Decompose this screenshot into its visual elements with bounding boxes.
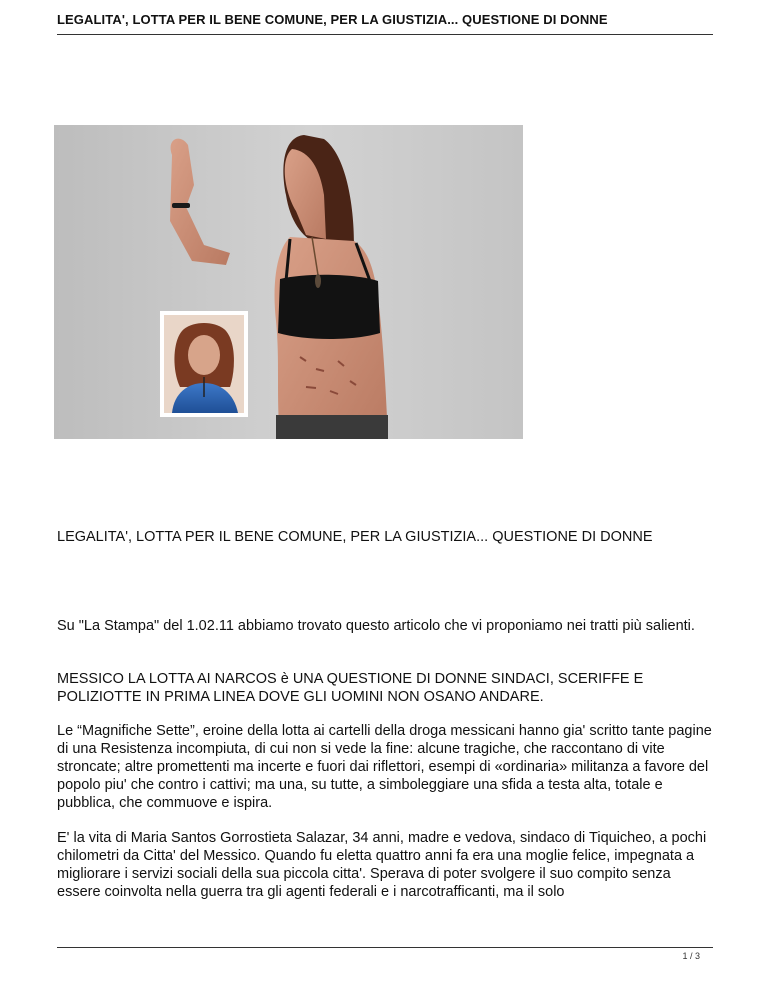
article-paragraph: E' la vita di Maria Santos Gorrostieta Salazar, 34 anni, madre e vedova, sindaco di Tiquicheo, a pochi chilometri da Citta' del Messico. Quando fu eletta quattro anni fa era una moglie felice, impegnata a migliorare i servizi sociali della sua piccola citta'. Sperava di poter svolgere il suo compito senza essere coinvolta nella guerra tra gli agenti federali e i narcotrafficanti, ma il solo bbox=[57, 830, 707, 900]
footer-divider bbox=[57, 947, 713, 948]
article-paragraph: MESSICO LA LOTTA AI NARCOS è UNA QUESTIONE DI DONNE SINDACI, SCERIFFE E POLIZIOTTE IN PRIMA LINEA DOVE GLI UOMINI NON OSANO ANDARE. bbox=[57, 671, 644, 705]
running-header-title: LEGALITA', LOTTA PER IL BENE COMUNE, PER LA GIUSTIZIA... QUESTIONE DI DONNE bbox=[57, 12, 608, 27]
article-title: LEGALITA', LOTTA PER IL BENE COMUNE, PER LA GIUSTIZIA... QUESTIONE DI DONNE bbox=[57, 529, 653, 545]
article-paragraph: Su "La Stampa" del 1.02.11 abbiamo trovato questo articolo che vi proponiamo nei tratti più salienti. bbox=[57, 618, 695, 634]
article-paragraph: Le “Magnifiche Sette”, eroine della lotta ai cartelli della droga messicani hanno gia' scritto tante pagine di una Resistenza incompiuta, di cui non si vede la fine: alcune tragiche, che raccontano di vite stroncate; altre promettenti ma incerte e fuori dai riflettori, esempi di «ordinaria» militanza a favore del popolo piu' che contro i cattivi; ma una, su tutte, a simboleggiare una sfida a testa alta, totale e pubblica, che commuove e ispira. bbox=[57, 723, 712, 811]
article-photo bbox=[54, 125, 523, 439]
header-divider bbox=[57, 34, 713, 35]
page-number: 1 / 3 bbox=[682, 951, 700, 961]
photo-illustration bbox=[54, 125, 523, 439]
